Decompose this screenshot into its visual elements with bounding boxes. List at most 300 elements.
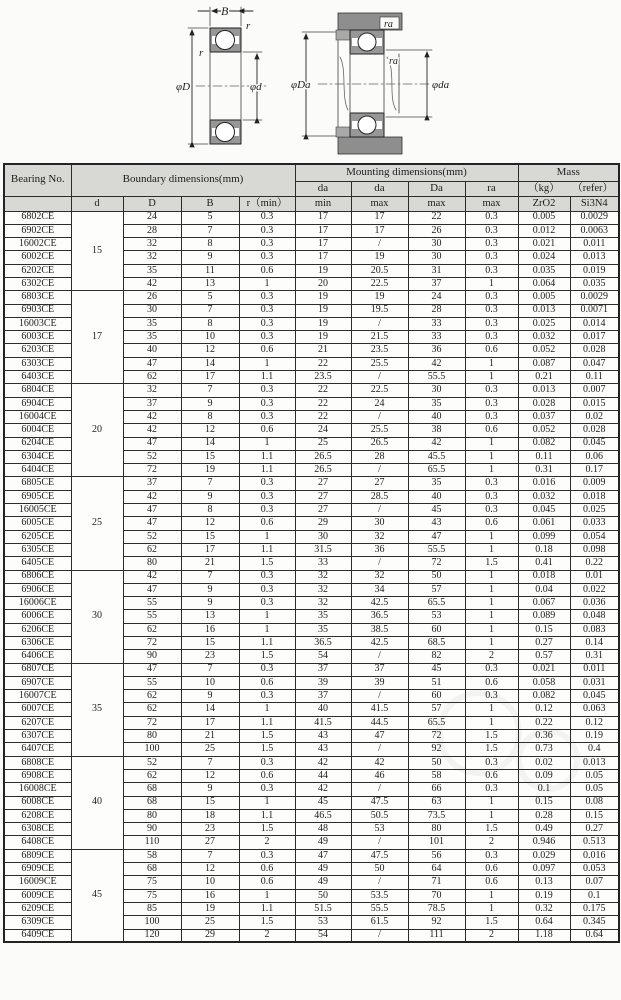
value-cell: 0.009 [570, 477, 619, 490]
value-cell: 7 [181, 477, 239, 490]
dim-label-outer-dia-mounted: φDa [291, 79, 311, 91]
value-cell: 51 [408, 676, 465, 689]
value-cell: 40 [123, 344, 181, 357]
value-cell: 80 [123, 809, 181, 822]
value-cell: 0.036 [570, 597, 619, 610]
value-cell: 55.5 [408, 371, 465, 384]
value-cell: 1.1 [239, 637, 295, 650]
bore-group-cell: 17 [71, 291, 123, 384]
value-cell: 41.5 [295, 716, 351, 729]
value-cell: 7 [181, 756, 239, 769]
bearing-no-cell: 16009CE [4, 876, 71, 889]
bearing-no-cell: 6004CE [4, 424, 71, 437]
bearing-no-cell: 6309CE [4, 916, 71, 929]
value-cell: 111 [408, 929, 465, 942]
value-cell: 17 [351, 224, 408, 237]
value-cell: 0.6 [239, 769, 295, 782]
value-cell: 38 [408, 424, 465, 437]
value-cell: 0.037 [518, 410, 570, 423]
value-cell: 42 [123, 490, 181, 503]
value-cell: 0.3 [239, 783, 295, 796]
value-cell: 36.5 [351, 610, 408, 623]
value-cell: 42 [351, 756, 408, 769]
value-cell: 26.5 [295, 450, 351, 463]
value-cell: 19 [295, 264, 351, 277]
bearing-no-cell: 6809CE [4, 849, 71, 862]
bore-group-cell: 20 [71, 384, 123, 477]
value-cell: 40 [295, 703, 351, 716]
value-cell: 23.5 [295, 371, 351, 384]
bearing-no-cell: 6802CE [4, 211, 71, 224]
value-cell: 12 [181, 517, 239, 530]
value-cell: 37 [123, 477, 181, 490]
value-cell: 1 [465, 277, 518, 290]
col-header-d: d [71, 196, 123, 211]
bearing-no-cell: 6204CE [4, 437, 71, 450]
value-cell: 37 [351, 663, 408, 676]
value-cell: 25.5 [351, 424, 408, 437]
value-cell: 0.6 [239, 344, 295, 357]
value-cell: 17 [351, 211, 408, 224]
value-cell: 5 [181, 291, 239, 304]
value-cell: 1 [465, 543, 518, 556]
value-cell: 0.14 [570, 637, 619, 650]
dim-label-b: B [221, 4, 229, 18]
value-cell: 90 [123, 823, 181, 836]
table-row [4, 570, 619, 583]
value-cell: 1 [239, 437, 295, 450]
value-cell: 0.19 [518, 889, 570, 902]
dim-label-bore-dia: φd [250, 81, 262, 93]
value-cell: 1.5 [465, 557, 518, 570]
value-cell: 0.082 [518, 437, 570, 450]
col-subheader-max2: max [408, 196, 465, 211]
value-cell: 85 [123, 902, 181, 915]
value-cell: 60 [408, 623, 465, 636]
value-cell: 0.3 [465, 690, 518, 703]
value-cell: 19 [181, 902, 239, 915]
value-cell: 40 [408, 490, 465, 503]
value-cell: 0.045 [570, 690, 619, 703]
value-cell: 21 [181, 730, 239, 743]
value-cell: 1 [239, 277, 295, 290]
value-cell: 0.3 [465, 304, 518, 317]
bearing-no-cell: 6003CE [4, 331, 71, 344]
value-cell: 0.018 [570, 490, 619, 503]
value-cell: 0.0029 [570, 291, 619, 304]
value-cell: 30 [351, 517, 408, 530]
value-cell: 39 [295, 676, 351, 689]
value-cell: 0.57 [518, 650, 570, 663]
value-cell: 0.016 [570, 849, 619, 862]
value-cell: 1.1 [239, 716, 295, 729]
value-cell: 0.3 [239, 583, 295, 596]
value-cell: 0.3 [465, 264, 518, 277]
value-cell: 31 [408, 264, 465, 277]
value-cell: 0.3 [239, 224, 295, 237]
value-cell: 12 [181, 344, 239, 357]
value-cell: 24 [351, 397, 408, 410]
value-cell: 1 [465, 450, 518, 463]
value-cell: 0.047 [570, 357, 619, 370]
bearing-no-cell: 6404CE [4, 464, 71, 477]
value-cell: 0.3 [239, 597, 295, 610]
value-cell: / [351, 743, 408, 756]
value-cell: 62 [123, 703, 181, 716]
value-cell: 0.014 [570, 317, 619, 330]
col-header-B: B [181, 196, 239, 211]
value-cell: 30 [408, 384, 465, 397]
value-cell: 19 [295, 331, 351, 344]
value-cell: 0.04 [518, 583, 570, 596]
col-header-D: D [123, 196, 181, 211]
value-cell: 32 [351, 530, 408, 543]
bearing-no-cell: 6803CE [4, 291, 71, 304]
value-cell: 8 [181, 410, 239, 423]
col-subheader-min: min [295, 196, 351, 211]
value-cell: 13 [181, 277, 239, 290]
dim-label-r-left: r [199, 47, 204, 59]
bearing-no-cell: 6409CE [4, 929, 71, 942]
value-cell: 1 [465, 570, 518, 583]
value-cell: 18 [181, 809, 239, 822]
value-cell: 1 [465, 357, 518, 370]
value-cell: 0.099 [518, 530, 570, 543]
value-cell: 0.025 [518, 317, 570, 330]
value-cell: 0.18 [518, 543, 570, 556]
value-cell: 32 [295, 583, 351, 596]
table-row [4, 477, 619, 490]
table-row [4, 291, 619, 304]
value-cell: 0.033 [570, 517, 619, 530]
value-cell: 0.007 [570, 384, 619, 397]
value-cell: 62 [123, 690, 181, 703]
value-cell: 10 [181, 676, 239, 689]
value-cell: 72 [408, 730, 465, 743]
value-cell: 0.013 [518, 304, 570, 317]
value-cell: 44 [295, 769, 351, 782]
value-cell: 73.5 [408, 809, 465, 822]
value-cell: 38.5 [351, 623, 408, 636]
value-cell: 37 [295, 690, 351, 703]
col-header-bearing-no: Bearing No. [4, 164, 71, 196]
value-cell: 12 [181, 863, 239, 876]
value-cell: 62 [123, 769, 181, 782]
bore-group-cell: 35 [71, 663, 123, 756]
value-cell: 1 [465, 637, 518, 650]
ball-bottom [216, 123, 235, 142]
col-subheader-max1: max [351, 196, 408, 211]
value-cell: 7 [181, 663, 239, 676]
value-cell: 44.5 [351, 716, 408, 729]
bearing-diagram-mounted [291, 13, 450, 154]
value-cell: 50 [408, 756, 465, 769]
value-cell: 0.73 [518, 743, 570, 756]
value-cell: 0.061 [518, 517, 570, 530]
value-cell: 1.5 [239, 743, 295, 756]
value-cell: 1 [465, 809, 518, 822]
value-cell: 100 [123, 743, 181, 756]
value-cell: 0.035 [570, 277, 619, 290]
value-cell: 0.31 [570, 650, 619, 663]
value-cell: 22 [295, 357, 351, 370]
value-cell: 41.5 [351, 703, 408, 716]
value-cell: 0.3 [465, 756, 518, 769]
value-cell: 0.3 [239, 663, 295, 676]
value-cell: 42.5 [351, 637, 408, 650]
value-cell: 7 [181, 304, 239, 317]
value-cell: 0.029 [518, 849, 570, 862]
value-cell: / [351, 317, 408, 330]
value-cell: 28 [408, 304, 465, 317]
value-cell: 27 [295, 477, 351, 490]
value-cell: 66 [408, 783, 465, 796]
bearing-no-cell: 6306CE [4, 637, 71, 650]
value-cell: 1.1 [239, 464, 295, 477]
value-cell: 0.31 [518, 464, 570, 477]
value-cell: 0.015 [570, 397, 619, 410]
value-cell: 0.012 [518, 224, 570, 237]
col-header-da-max: da [351, 181, 408, 196]
value-cell: 42 [123, 570, 181, 583]
value-cell: 68 [123, 796, 181, 809]
value-cell: 47 [123, 663, 181, 676]
value-cell: 1 [239, 357, 295, 370]
value-cell: 1 [239, 530, 295, 543]
value-cell: 64 [408, 863, 465, 876]
value-cell: 1.18 [518, 929, 570, 942]
value-cell: 50.5 [351, 809, 408, 822]
value-cell: 8 [181, 504, 239, 517]
value-cell: / [351, 238, 408, 251]
value-cell: 1.5 [239, 650, 295, 663]
value-cell: / [351, 876, 408, 889]
value-cell: 0.3 [239, 504, 295, 517]
value-cell: 8 [181, 317, 239, 330]
table-header [4, 164, 619, 211]
value-cell: 62 [123, 543, 181, 556]
value-cell: 60 [408, 690, 465, 703]
value-cell: 22 [295, 397, 351, 410]
value-cell: 0.49 [518, 823, 570, 836]
value-cell: 1 [465, 623, 518, 636]
value-cell: 1 [465, 597, 518, 610]
bearing-no-cell: 6305CE [4, 543, 71, 556]
value-cell: 0.28 [518, 809, 570, 822]
value-cell: 0.3 [239, 238, 295, 251]
value-cell: 9 [181, 690, 239, 703]
ball-top [216, 31, 235, 50]
value-cell: 75 [123, 889, 181, 902]
value-cell: 24 [295, 424, 351, 437]
value-cell: 7 [181, 384, 239, 397]
value-cell: 25 [181, 916, 239, 929]
bore-group-cell: 45 [71, 849, 123, 942]
value-cell: 47 [295, 849, 351, 862]
value-cell: 5 [181, 211, 239, 224]
value-cell: 1 [465, 889, 518, 902]
value-cell: 55 [123, 676, 181, 689]
value-cell: 0.6 [465, 424, 518, 437]
value-cell: 8 [181, 238, 239, 251]
value-cell: 17 [181, 371, 239, 384]
value-cell: 1.5 [239, 916, 295, 929]
value-cell: 42.5 [351, 597, 408, 610]
value-cell: 23.5 [351, 344, 408, 357]
value-cell: 0.3 [239, 331, 295, 344]
value-cell: 32 [295, 597, 351, 610]
value-cell: 0.019 [570, 264, 619, 277]
value-cell: 1.1 [239, 809, 295, 822]
value-cell: 36 [351, 543, 408, 556]
value-cell: 43 [408, 517, 465, 530]
value-cell: 0.089 [518, 610, 570, 623]
value-cell: 68 [123, 863, 181, 876]
value-cell: 47 [123, 517, 181, 530]
value-cell: 0.053 [570, 863, 619, 876]
value-cell: 17 [295, 238, 351, 251]
value-cell: 0.052 [518, 344, 570, 357]
table-row [4, 211, 619, 224]
mounted-ring-bottom-section [350, 113, 384, 137]
col-header-si3n4: Si3N4 [570, 196, 619, 211]
value-cell: 0.02 [518, 756, 570, 769]
value-cell: 0.6 [239, 876, 295, 889]
value-cell: 16 [181, 623, 239, 636]
value-cell: 0.17 [570, 464, 619, 477]
value-cell: 0.11 [570, 371, 619, 384]
value-cell: 42 [123, 277, 181, 290]
value-cell: 42 [123, 410, 181, 423]
value-cell: / [351, 410, 408, 423]
value-cell: 0.15 [518, 796, 570, 809]
value-cell: 63 [408, 796, 465, 809]
value-cell: 1 [239, 623, 295, 636]
value-cell: 19 [295, 291, 351, 304]
value-cell: 1 [465, 530, 518, 543]
value-cell: 2 [239, 929, 295, 942]
value-cell: 50 [408, 570, 465, 583]
value-cell: 0.22 [518, 716, 570, 729]
value-cell: 15 [181, 530, 239, 543]
value-cell: 0.018 [518, 570, 570, 583]
value-cell: / [351, 371, 408, 384]
value-cell: / [351, 929, 408, 942]
value-cell: 35 [123, 317, 181, 330]
value-cell: 28 [351, 450, 408, 463]
value-cell: 29 [295, 517, 351, 530]
value-cell: 12 [181, 769, 239, 782]
value-cell: 0.3 [465, 251, 518, 264]
value-cell: 0.005 [518, 291, 570, 304]
value-cell: 9 [181, 597, 239, 610]
value-cell: 40 [408, 410, 465, 423]
bearing-no-cell: 16002CE [4, 238, 71, 251]
value-cell: 55 [123, 610, 181, 623]
value-cell: 72 [123, 637, 181, 650]
value-cell: 0.098 [570, 543, 619, 556]
value-cell: 47 [123, 583, 181, 596]
diagram-panel [0, 0, 621, 163]
value-cell: 0.087 [518, 357, 570, 370]
value-cell: 25.5 [351, 357, 408, 370]
col-header-da-min: da [295, 181, 351, 196]
value-cell: 35 [295, 610, 351, 623]
value-cell: 0.045 [570, 437, 619, 450]
value-cell: 26 [408, 224, 465, 237]
col-header-empty [4, 196, 71, 211]
value-cell: 33 [295, 557, 351, 570]
value-cell: 1 [465, 716, 518, 729]
value-cell: 1 [465, 464, 518, 477]
value-cell: 14 [181, 703, 239, 716]
value-cell: 55.5 [351, 902, 408, 915]
value-cell: 1.1 [239, 371, 295, 384]
value-cell: 1 [239, 610, 295, 623]
value-cell: 0.64 [570, 929, 619, 942]
value-cell: 0.3 [239, 211, 295, 224]
value-cell: 42 [295, 783, 351, 796]
value-cell: 0.028 [570, 344, 619, 357]
value-cell: 22 [295, 410, 351, 423]
value-cell: 32 [351, 570, 408, 583]
value-cell: 0.016 [518, 477, 570, 490]
value-cell: 0.3 [239, 477, 295, 490]
value-cell: 9 [181, 251, 239, 264]
dim-label-bore-dia-mounted: φda [432, 79, 450, 91]
value-cell: 46 [351, 769, 408, 782]
bearing-no-cell: 6407CE [4, 743, 71, 756]
value-cell: 0.11 [518, 450, 570, 463]
value-cell: 1.5 [239, 557, 295, 570]
value-cell: 0.032 [518, 490, 570, 503]
value-cell: 0.052 [518, 424, 570, 437]
value-cell: 35 [408, 397, 465, 410]
mass-refer-label: （refer） [572, 182, 614, 194]
value-cell: 50 [351, 863, 408, 876]
value-cell: 58 [408, 769, 465, 782]
value-cell: 26.5 [351, 437, 408, 450]
value-cell: 0.013 [570, 756, 619, 769]
value-cell: 42 [408, 437, 465, 450]
value-cell: 0.01 [570, 570, 619, 583]
value-cell: 0.082 [518, 690, 570, 703]
bearing-no-cell: 16008CE [4, 783, 71, 796]
bearing-no-cell: 6008CE [4, 796, 71, 809]
value-cell: 1 [465, 796, 518, 809]
value-cell: 19 [351, 291, 408, 304]
value-cell: 0.1 [570, 889, 619, 902]
value-cell: 45 [295, 796, 351, 809]
value-cell: 52 [123, 530, 181, 543]
bearing-no-cell: 6804CE [4, 384, 71, 397]
value-cell: 61.5 [351, 916, 408, 929]
value-cell: 17 [181, 716, 239, 729]
value-cell: 90 [123, 650, 181, 663]
value-cell: 110 [123, 836, 181, 849]
bearing-no-cell: 6207CE [4, 716, 71, 729]
value-cell: 0.3 [239, 410, 295, 423]
bearing-no-cell: 6208CE [4, 809, 71, 822]
value-cell: 14 [181, 437, 239, 450]
value-cell: 0.028 [518, 397, 570, 410]
value-cell: 30 [408, 251, 465, 264]
bearing-no-cell: 6904CE [4, 397, 71, 410]
value-cell: 0.6 [239, 517, 295, 530]
bore-group-cell: 15 [71, 211, 123, 291]
value-cell: 65.5 [408, 464, 465, 477]
bearing-no-cell: 6907CE [4, 676, 71, 689]
